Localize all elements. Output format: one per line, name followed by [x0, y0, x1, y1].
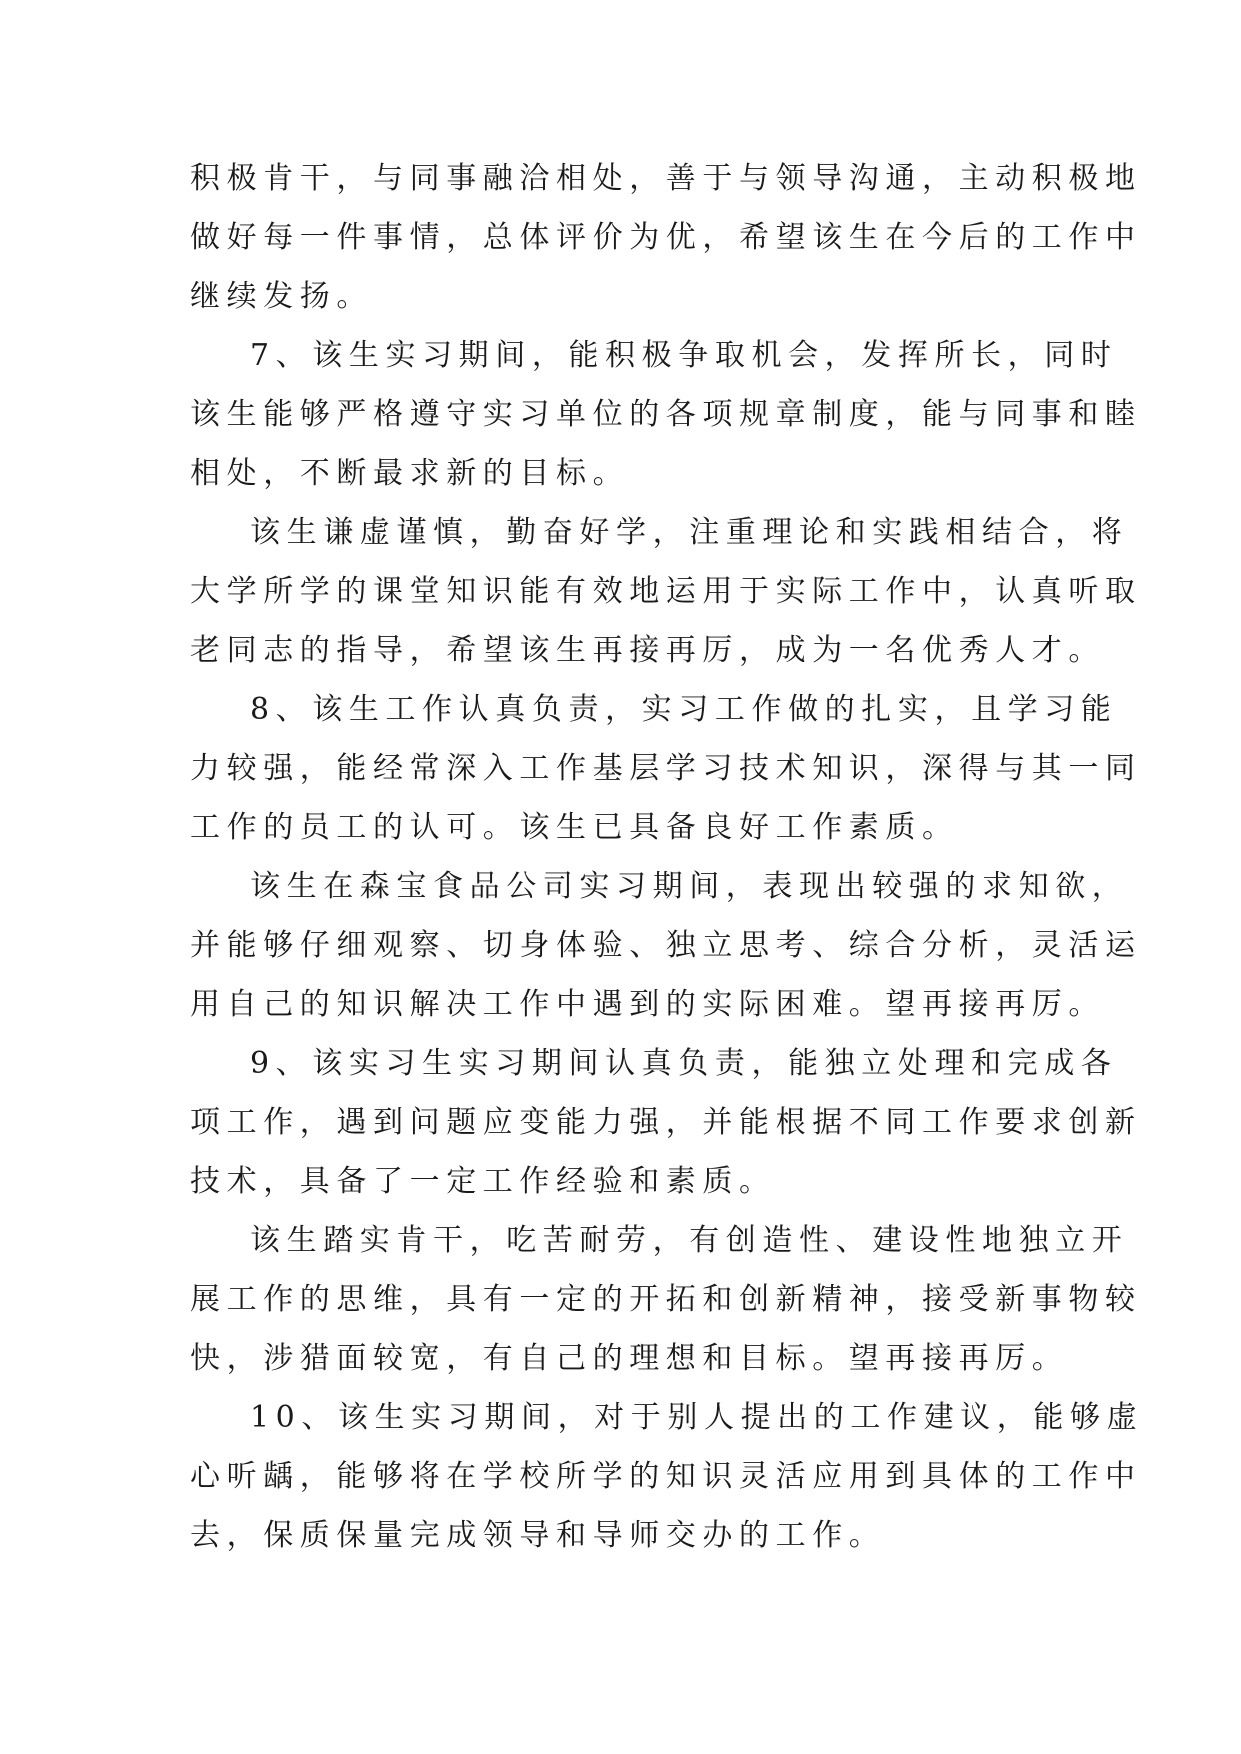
text-line: 8、该生工作认真负责，实习工作做的扎实，且学习能: [250, 692, 1118, 727]
text-line: 该生谦虚谨慎，勤奋好学，注重理论和实践相结合，将: [250, 515, 1129, 550]
text-line: 并能够仔细观察、切身体验、独立思考、综合分析，灵活运: [190, 928, 1142, 963]
text-line: 工作的员工的认可。该生已具备良好工作素质。: [190, 810, 959, 845]
text-line: 去，保质保量完成领导和导师交办的工作。: [190, 1518, 886, 1553]
text-line: 该生踏实肯干，吃苦耐劳，有创造性、建设性地独立开: [250, 1223, 1129, 1258]
paragraph: [190, 857, 1142, 1034]
paragraph: [190, 680, 1142, 857]
paragraph: [190, 1211, 1142, 1388]
text-line: 7、该生实习期间，能积极争取机会，发挥所长，同时: [250, 338, 1118, 373]
paragraph: [190, 503, 1142, 680]
text-line: 做好每一件事情，总体评价为优，希望该生在今后的工作中: [190, 220, 1142, 255]
text-line: 10、该生实习期间，对于别人提出的工作建议，能够虚: [250, 1400, 1144, 1435]
text-line: 展工作的思维，具有一定的开拓和创新精神，接受新事物较: [190, 1282, 1142, 1317]
text-line: 用自己的知识解决工作中遇到的实际困难。望再接再厉。: [190, 987, 1105, 1022]
text-line: 相处，不断最求新的目标。: [190, 456, 630, 491]
text-line: 继续发扬。: [190, 279, 373, 314]
text-line: 快，涉猎面较宽，有自己的理想和目标。望再接再厉。: [190, 1341, 1069, 1376]
text-line: 大学所学的课堂知识能有效地运用于实际工作中，认真听取: [190, 574, 1142, 609]
document-body: [190, 149, 1144, 1565]
paragraph: [190, 1034, 1142, 1211]
text-line: 老同志的指导，希望该生再接再厉，成为一名优秀人才。: [190, 633, 1105, 668]
text-line: 项工作，遇到问题应变能力强，并能根据不同工作要求创新: [190, 1105, 1142, 1140]
text-line: 力较强，能经常深入工作基层学习技术知识，深得与其一同: [190, 751, 1142, 786]
text-line: 积极肯干，与同事融洽相处，善于与领导沟通，主动积极地: [190, 161, 1142, 196]
paragraph: [190, 149, 1142, 326]
text-line: 该生能够严格遵守实习单位的各项规章制度，能与同事和睦: [190, 397, 1142, 432]
text-line: 技术，具备了一定工作经验和素质。: [190, 1164, 776, 1199]
text-line: 心听龋，能够将在学校所学的知识灵活应用到具体的工作中: [190, 1459, 1142, 1494]
text-line: 该生在森宝食品公司实习期间，表现出较强的求知欲，: [250, 869, 1129, 904]
paragraph: [190, 1388, 1144, 1565]
text-line: 9、该实习生实习期间认真负责，能独立处理和完成各: [250, 1046, 1118, 1081]
paragraph: [190, 326, 1142, 503]
